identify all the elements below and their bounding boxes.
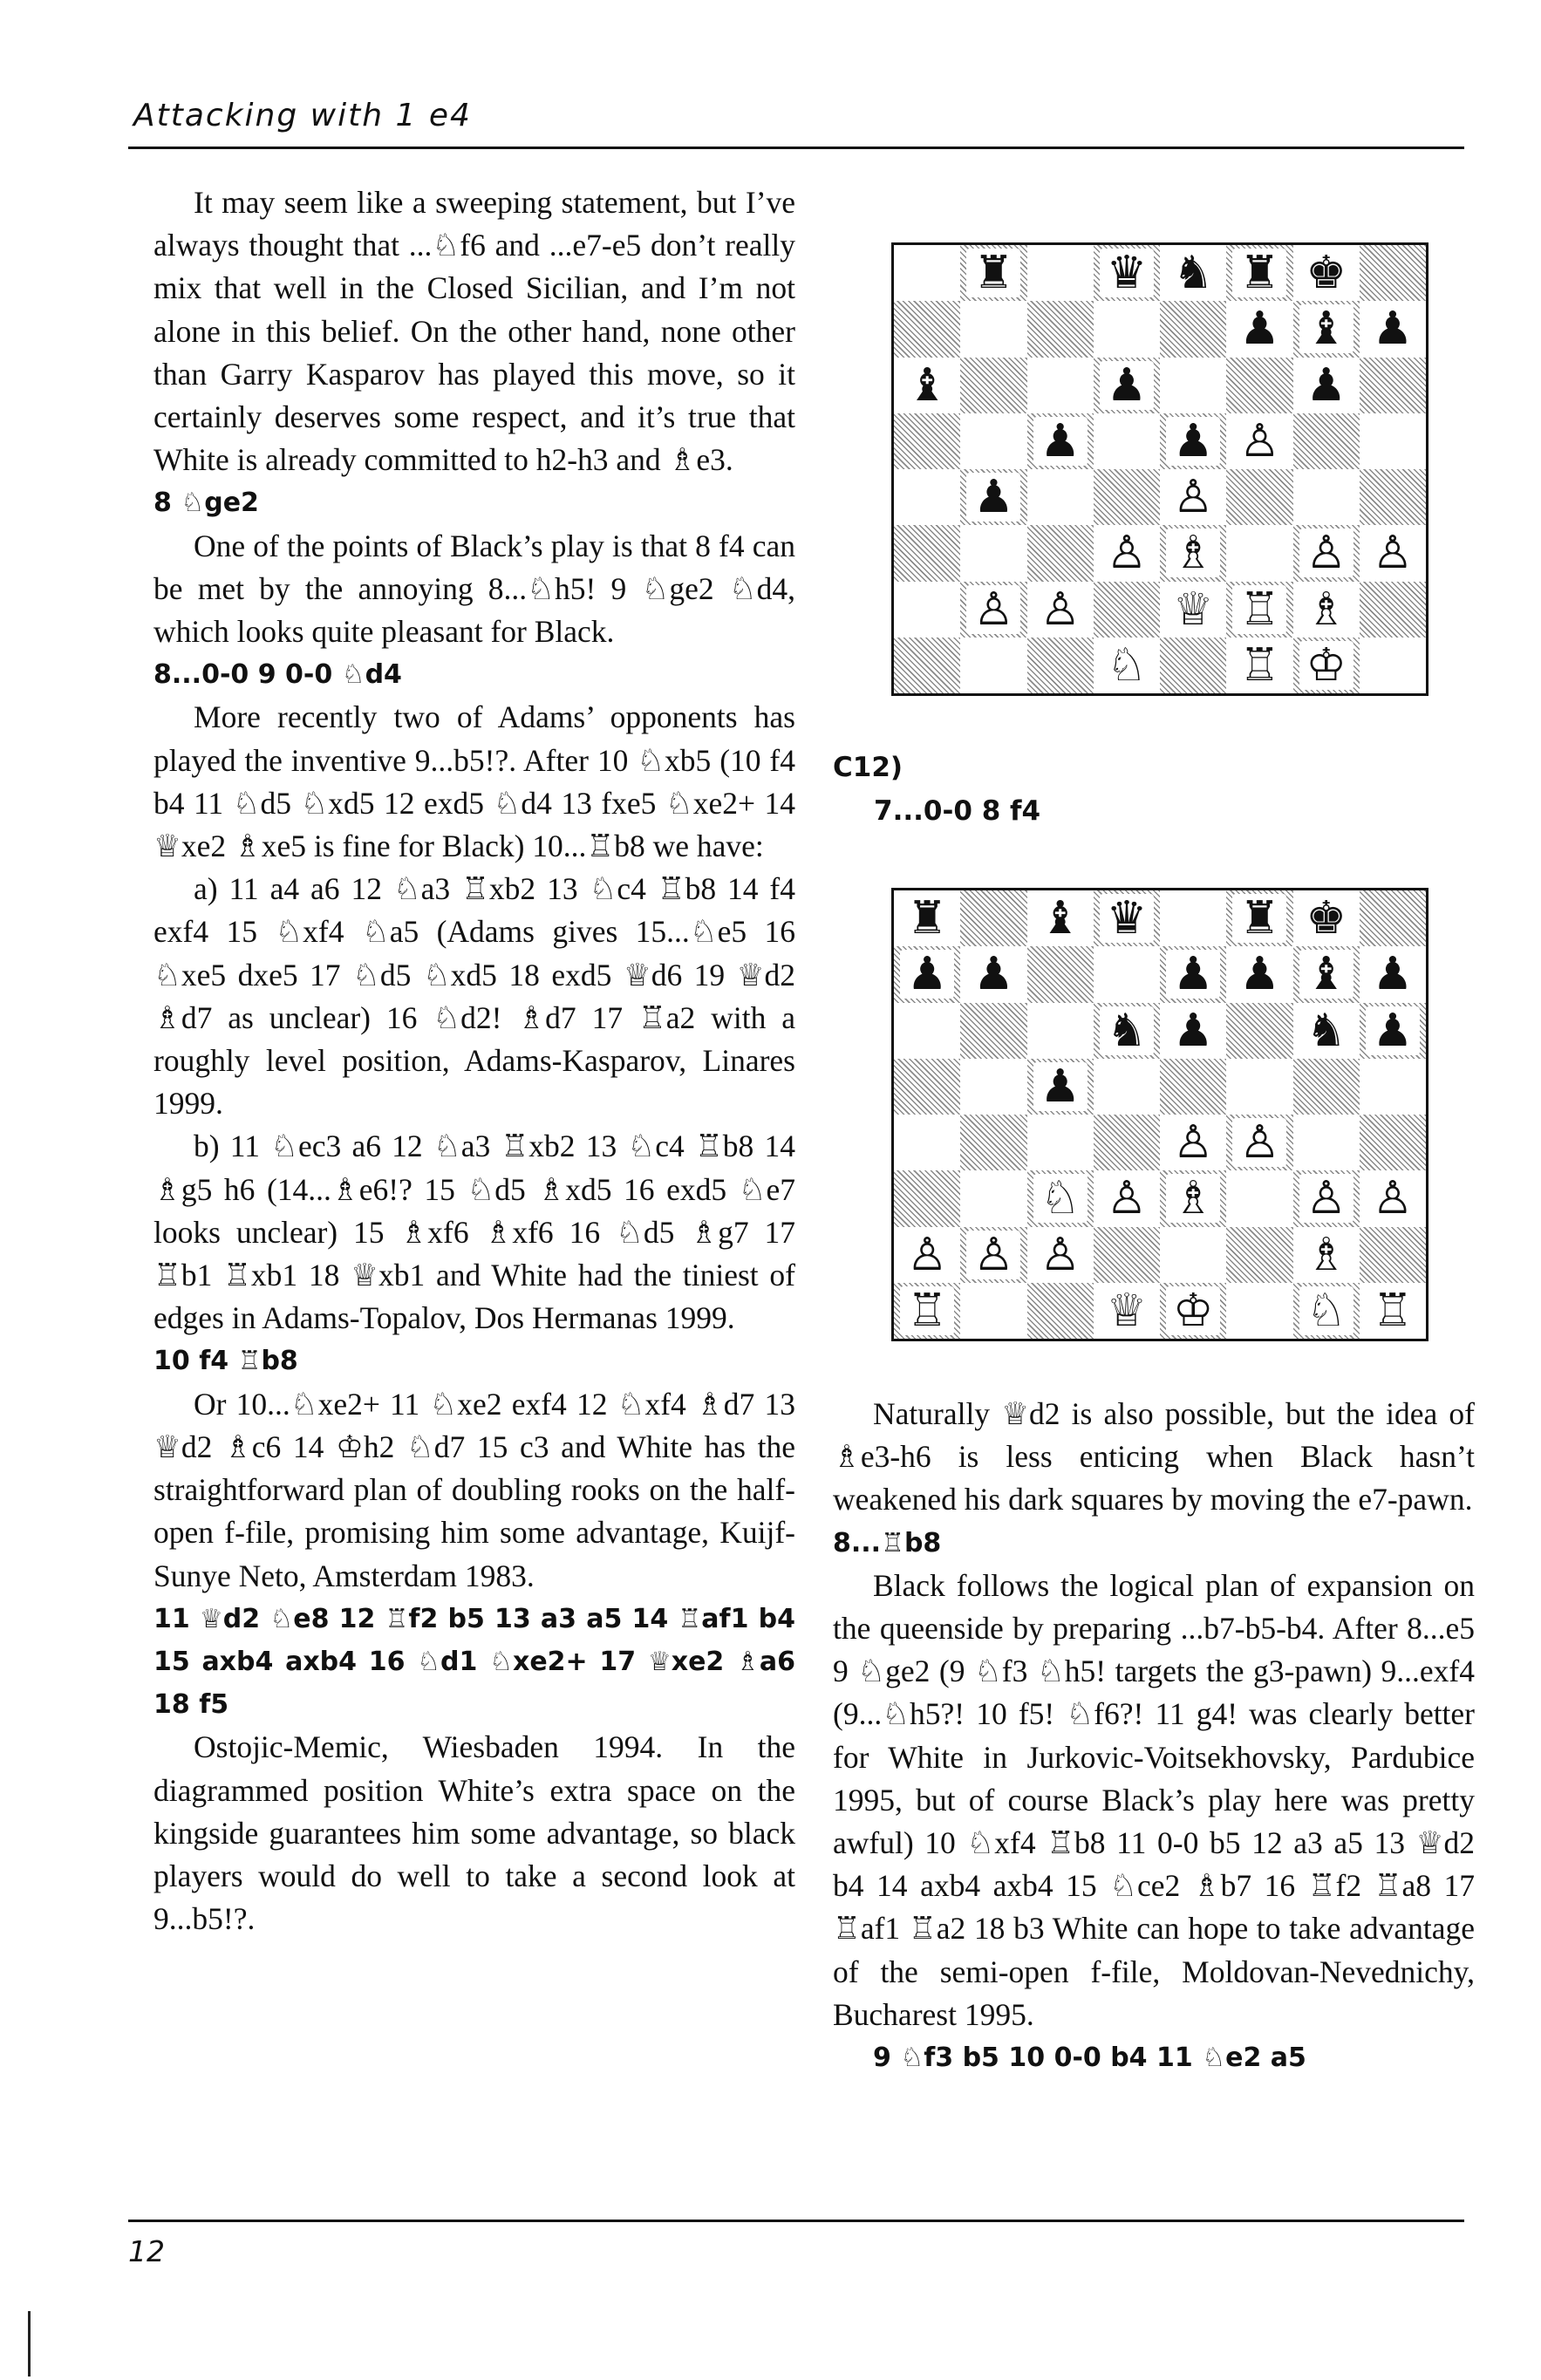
footer-rule	[128, 2220, 1464, 2222]
chess-piece-icon: ♟	[966, 473, 1020, 522]
diagram-2-label: C12)	[833, 752, 903, 783]
chess-piece-icon: ♝	[1299, 950, 1353, 999]
board-square	[1226, 890, 1292, 946]
board-square	[1360, 582, 1426, 638]
chess-piece-icon: ♟	[1166, 950, 1220, 999]
board-square	[960, 1227, 1026, 1283]
chess-piece-icon: ♟	[966, 950, 1020, 999]
board-square	[1293, 638, 1360, 693]
chess-piece-icon: ♙	[1033, 585, 1088, 634]
board-square	[1293, 890, 1360, 946]
board-square	[1226, 245, 1292, 301]
board-square	[1160, 245, 1226, 301]
left-move-heading: 10 f4 ♖b8	[153, 1346, 298, 1377]
board-square	[1160, 358, 1226, 413]
chess-piece-icon: ♙	[1366, 1174, 1420, 1223]
board-square	[1027, 301, 1094, 357]
right-column	[833, 1393, 1475, 2079]
chess-piece-icon: ♘	[1100, 641, 1154, 690]
board-square	[1293, 946, 1360, 1002]
chess-piece-icon: ♟	[1033, 417, 1088, 466]
board-square	[1360, 1170, 1426, 1226]
board-square	[960, 301, 1026, 357]
board-square	[1160, 525, 1226, 581]
board-square	[1027, 358, 1094, 413]
board-square	[1293, 1003, 1360, 1059]
board-square	[1094, 1283, 1160, 1339]
board-square	[1226, 582, 1292, 638]
board-square	[1027, 582, 1094, 638]
board-square	[894, 525, 960, 581]
chess-piece-icon: ♙	[1100, 529, 1154, 577]
board-square	[1293, 245, 1360, 301]
board-square	[1094, 301, 1160, 357]
board-square	[960, 1003, 1026, 1059]
board-square	[1293, 525, 1360, 581]
chess-diagram-1	[891, 242, 1428, 696]
board-square	[1226, 301, 1292, 357]
right-paragraph: Naturally ♕d2 is also possible, but the idea of ♗e3-h6 is less enticing when Black hasn’t weakened his dark squares by moving the e7-pawn.	[833, 1396, 1475, 1517]
board-square	[960, 946, 1026, 1002]
board-square	[1094, 469, 1160, 525]
board-square	[960, 1059, 1026, 1115]
board-square	[1226, 1283, 1292, 1339]
board-square	[1160, 1227, 1226, 1283]
board-square	[1027, 1170, 1094, 1226]
board-square	[1293, 1115, 1360, 1170]
board-square	[960, 358, 1026, 413]
chess-piece-icon: ♙	[1033, 1231, 1088, 1279]
board-square	[960, 525, 1026, 581]
chess-piece-icon: ♖	[1232, 641, 1286, 690]
board-square	[894, 1059, 960, 1115]
board-square	[1094, 1059, 1160, 1115]
chess-piece-icon: ♟	[1166, 1006, 1220, 1055]
chess-piece-icon: ♝	[1299, 304, 1353, 353]
chess-piece-icon: ♟	[1232, 304, 1286, 353]
chess-piece-icon: ♙	[1100, 1174, 1154, 1223]
chess-piece-icon: ♛	[1100, 249, 1154, 297]
running-header: Attacking with 1 e4	[133, 98, 472, 133]
board-square	[1027, 413, 1094, 469]
chess-piece-icon: ♙	[1299, 1174, 1353, 1223]
right-move-heading: 8...♖b8	[833, 1527, 942, 1558]
board-square	[894, 469, 960, 525]
board-square	[1094, 1170, 1160, 1226]
board-square	[894, 582, 960, 638]
chess-piece-icon: ♔	[1299, 641, 1353, 690]
chess-piece-icon: ♙	[966, 585, 1020, 634]
board-square	[1094, 582, 1160, 638]
board-square	[894, 1170, 960, 1226]
board-square	[1094, 358, 1160, 413]
board-square	[960, 890, 1026, 946]
left-paragraph: a) 11 a4 a6 12 ♘a3 ♖xb2 13 ♘c4 ♖b8 14 f4 exf4 15 ♘xf4 ♘a5 (Adams gives 15...♘e5 16 ♘xe5 dxe5 17 ♘d5 ♘xd5 18 exd5 ♕d6 19 ♕d2 ♗d7 as unclear) 16 ♘d2! ♗d7 17 ♖a2 with a roughly level position, Adams-Kasparov, Linares 1999.	[153, 871, 795, 1122]
board-square	[1160, 1059, 1226, 1115]
chess-piece-icon: ♟	[1366, 304, 1420, 353]
board-square	[1360, 301, 1426, 357]
board-square	[894, 946, 960, 1002]
board-square	[894, 638, 960, 693]
board-square	[960, 245, 1026, 301]
board-square	[1027, 245, 1094, 301]
board-square	[894, 890, 960, 946]
right-paragraph: Black follows the logical plan of expansion on the queenside by preparing ...b7-b5-b4. After 8...e5 9 ♘ge2 (9 ♘f3 ♘h5! targets the g3-pawn) 9...exf4 (9...♘h5?! 10 f5! ♘f6?! 11 g4! was clearly better for White in Jurkovic-Voitsekhovsky, Pardubice 1995, but of course Black’s play here was pretty awful) 10 ♘xf4 ♖b8 11 0-0 b5 12 a3 a5 13 ♕d2 b4 14 axb4 axb4 15 ♘ce2 ♗b7 16 ♖f2 ♖a8 17 ♖af1 ♖a2 18 b3 White can hope to take advantage of the semi-open f-file, Moldovan-Nevednichy, Bucharest 1995.	[833, 1567, 1475, 2032]
chess-piece-icon: ♙	[1299, 529, 1353, 577]
board-square	[1293, 469, 1360, 525]
chess-piece-icon: ♗	[1166, 1174, 1220, 1223]
board-square	[1360, 638, 1426, 693]
board-square	[1094, 413, 1160, 469]
board-square	[1360, 413, 1426, 469]
board-square	[1027, 525, 1094, 581]
board-square	[1027, 1059, 1094, 1115]
board-square	[1360, 1003, 1426, 1059]
board-square	[894, 245, 960, 301]
chess-piece-icon: ♟	[1232, 950, 1286, 999]
board-square	[1027, 1227, 1094, 1283]
chess-piece-icon: ♜	[1232, 249, 1286, 297]
board-square	[960, 1283, 1026, 1339]
left-move-heading: 11 ♕d2 ♘e8 12 ♖f2 b5 13 a3 a5 14 ♖af1 b4 15 axb4 axb4 16 ♘d1 ♘xe2+ 17 ♕xe2 ♗a6 18 f5	[153, 1603, 795, 1721]
left-move-heading: 8...0-0 9 0-0 ♘d4	[153, 659, 402, 691]
chess-piece-icon: ♙	[1232, 417, 1286, 466]
board-square	[1360, 946, 1426, 1002]
board-square	[1226, 358, 1292, 413]
left-paragraph: b) 11 ♘ec3 a6 12 ♘a3 ♖xb2 13 ♘c4 ♖b8 14 ♗g5 h6 (14...♗e6!? 15 ♘d5 ♗xd5 16 exd5 ♘e7 looks unclear) 15 ♗xf6 ♗xf6 16 ♘d5 ♗g7 17 ♖b1 ♖xb1 18 ♕xb1 and White had the tiniest of edges in Adams-Topalov, Dos Hermanas 1999.	[153, 1129, 795, 1336]
board-square	[1360, 469, 1426, 525]
header-rule	[128, 147, 1464, 149]
board-square	[1160, 890, 1226, 946]
board-square	[1360, 1227, 1426, 1283]
board-square	[894, 358, 960, 413]
chess-piece-icon: ♙	[1166, 473, 1220, 522]
page-number: 12	[128, 2234, 165, 2268]
board-square	[1293, 1170, 1360, 1226]
board-square	[960, 1115, 1026, 1170]
board-square	[1360, 245, 1426, 301]
board-square	[1094, 525, 1160, 581]
board-square	[1360, 1115, 1426, 1170]
chess-piece-icon: ♟	[1366, 950, 1420, 999]
board-square	[1160, 1003, 1226, 1059]
board-square	[1094, 638, 1160, 693]
board-square	[1293, 358, 1360, 413]
board-square	[1226, 1115, 1292, 1170]
board-square	[1027, 1115, 1094, 1170]
chess-piece-icon: ♜	[966, 249, 1020, 297]
board-square	[894, 413, 960, 469]
chess-piece-icon: ♟	[1366, 1006, 1420, 1055]
chess-piece-icon: ♕	[1100, 1286, 1154, 1335]
board-square	[1360, 1283, 1426, 1339]
chess-piece-icon: ♖	[1366, 1286, 1420, 1335]
board-square	[1226, 638, 1292, 693]
board-square	[1160, 638, 1226, 693]
board-square	[1027, 1003, 1094, 1059]
chess-piece-icon: ♗	[1166, 529, 1220, 577]
chess-piece-icon: ♜	[1232, 894, 1286, 943]
chess-piece-icon: ♘	[1299, 1286, 1353, 1335]
board-square	[1160, 413, 1226, 469]
board-square	[1293, 582, 1360, 638]
chess-piece-icon: ♔	[1166, 1286, 1220, 1335]
left-paragraph: More recently two of Adams’ opponents has played the inventive 9...b5!?. After 10 ♘xb5 (10 f4 b4 11 ♘d5 ♘xd5 12 exd5 ♘d4 13 fxe5 ♘xe2+ 14 ♕xe2 ♗xe5 is fine for Black) 10...♖b8 we have:	[153, 699, 795, 864]
chess-piece-icon: ♛	[1100, 894, 1154, 943]
board-square	[1094, 890, 1160, 946]
board-square	[1094, 1227, 1160, 1283]
board-square	[1226, 1227, 1292, 1283]
chess-piece-icon: ♞	[1166, 249, 1220, 297]
board-square	[894, 1283, 960, 1339]
board-square	[1160, 1115, 1226, 1170]
board-square	[1226, 525, 1292, 581]
board-square	[1027, 1283, 1094, 1339]
diagram-2-moves: 7...0-0 8 f4	[874, 795, 1041, 827]
board-square	[894, 1003, 960, 1059]
chess-piece-icon: ♗	[1299, 585, 1353, 634]
chess-piece-icon: ♕	[1166, 585, 1220, 634]
chess-piece-icon: ♖	[1232, 585, 1286, 634]
board-square	[894, 1227, 960, 1283]
chess-piece-icon: ♙	[1366, 529, 1420, 577]
right-move-heading: 9 ♘f3 b5 10 0-0 b4 11 ♘e2 a5	[873, 2042, 1306, 2074]
chess-piece-icon: ♟	[1299, 361, 1353, 410]
board-square	[1027, 469, 1094, 525]
left-paragraph: It may seem like a sweeping statement, but I’ve always thought that ...♘f6 and ...e7-e5 don’t really mix that well in the Closed Sicilian, and I’m not alone in this belief. On the other hand, none other than Garry Kasparov has played this move, so it certainly deserves some respect, and it’s true that White is already committed to h2-h3 and ♗e3.	[153, 185, 795, 478]
board-square	[894, 1115, 960, 1170]
board-square	[1094, 1115, 1160, 1170]
board-square	[1160, 946, 1226, 1002]
board-square	[1160, 1283, 1226, 1339]
board-square	[1160, 469, 1226, 525]
board-square	[1160, 301, 1226, 357]
left-paragraph: Or 10...♘xe2+ 11 ♘xe2 exf4 12 ♘xf4 ♗d7 13 ♕d2 ♗c6 14 ♔h2 ♘d7 15 c3 and White has the straightforward plan of doubling rooks on the half-open f-file, promising him some advantage, Kuijf-Sunye Neto, Amsterdam 1983.	[153, 1386, 795, 1593]
chess-diagram-2	[891, 888, 1428, 1341]
left-move-heading: 8 ♘ge2	[153, 488, 259, 519]
chess-piece-icon: ♙	[1232, 1118, 1286, 1167]
board-square	[1226, 1003, 1292, 1059]
board-square	[960, 582, 1026, 638]
board-square	[1160, 582, 1226, 638]
board-square	[1293, 1059, 1360, 1115]
chess-piece-icon: ♙	[900, 1231, 954, 1279]
board-square	[1160, 1170, 1226, 1226]
board-square	[1226, 413, 1292, 469]
chess-piece-icon: ♚	[1299, 249, 1353, 297]
chess-piece-icon: ♝	[1033, 894, 1088, 943]
board-square	[1226, 1170, 1292, 1226]
board-square	[894, 301, 960, 357]
board-square	[1226, 1059, 1292, 1115]
board-square	[1027, 890, 1094, 946]
board-square	[960, 469, 1026, 525]
chess-piece-icon: ♟	[900, 950, 954, 999]
board-square	[1360, 890, 1426, 946]
chess-piece-icon: ♞	[1100, 1006, 1154, 1055]
chess-piece-icon: ♖	[900, 1286, 954, 1335]
board-square	[960, 1170, 1026, 1226]
board-square	[1094, 1003, 1160, 1059]
board-square	[1094, 946, 1160, 1002]
chess-piece-icon: ♟	[1166, 417, 1220, 466]
board-square	[1027, 638, 1094, 693]
left-column	[153, 181, 795, 1940]
board-square	[1226, 469, 1292, 525]
chess-piece-icon: ♟	[1100, 361, 1154, 410]
left-paragraph: Ostojic-Memic, Wiesbaden 1994. In the diagrammed position White’s extra space on the kingside guarantees him some advantage, so black players would do well to take a second look at 9...b5!?.	[153, 1729, 795, 1937]
board-square	[960, 638, 1026, 693]
board-square	[1293, 1227, 1360, 1283]
chess-piece-icon: ♘	[1033, 1174, 1088, 1223]
chess-piece-icon: ♟	[1033, 1062, 1088, 1111]
board-square	[1226, 946, 1292, 1002]
board-square	[1360, 358, 1426, 413]
board-square	[1293, 301, 1360, 357]
margin-mark	[28, 2311, 31, 2377]
chess-piece-icon: ♝	[900, 361, 954, 410]
board-square	[1027, 946, 1094, 1002]
board-square	[1094, 245, 1160, 301]
chess-piece-icon: ♜	[900, 894, 954, 943]
chess-piece-icon: ♗	[1299, 1231, 1353, 1279]
chess-piece-icon: ♙	[966, 1231, 1020, 1279]
left-paragraph: One of the points of Black’s play is that 8 f4 can be met by the annoying 8...♘h5! 9 ♘ge2 ♘d4, which looks quite pleasant for Black.	[153, 528, 795, 650]
board-square	[1293, 413, 1360, 469]
board-square	[1360, 525, 1426, 581]
board-square	[1360, 1059, 1426, 1115]
board-square	[1293, 1283, 1360, 1339]
board-square	[960, 413, 1026, 469]
chess-piece-icon: ♞	[1299, 1006, 1353, 1055]
chess-piece-icon: ♚	[1299, 894, 1353, 943]
chess-piece-icon: ♙	[1166, 1118, 1220, 1167]
